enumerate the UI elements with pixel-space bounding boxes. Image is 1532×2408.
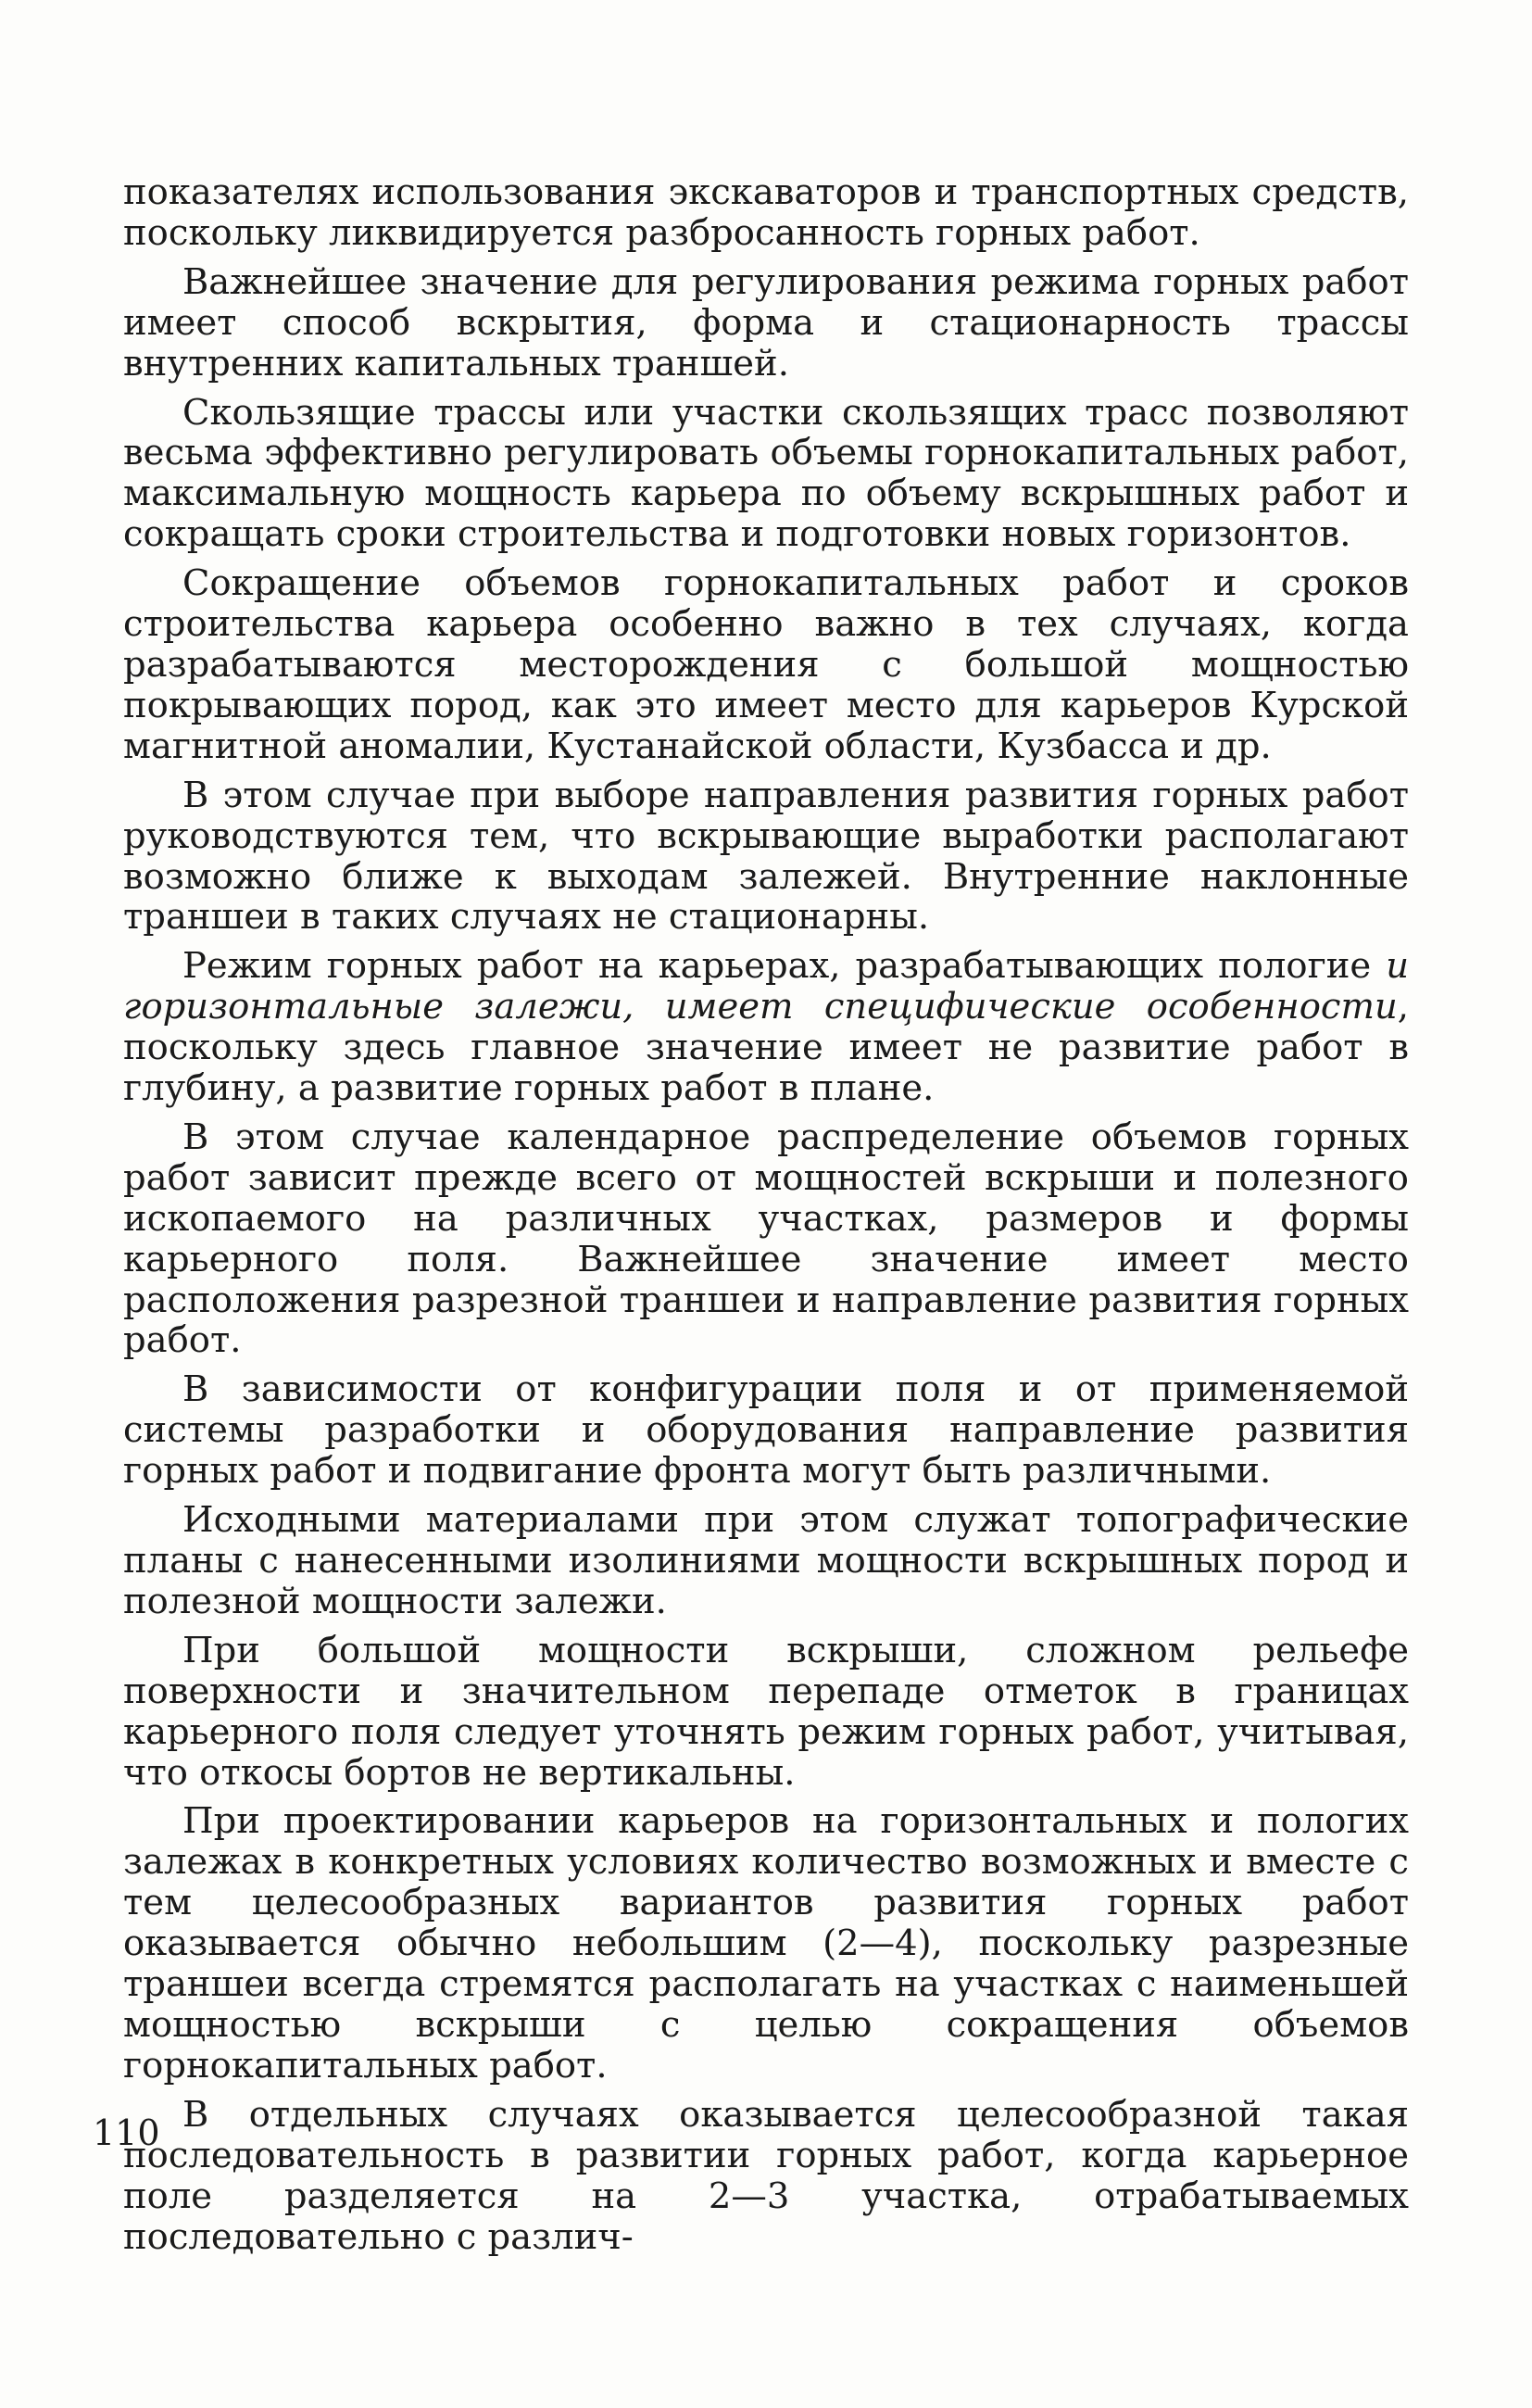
- paragraph-9: Исходными материалами при этом служат топографические планы с нанесенными изолиниями мощности вскрышных пород и полезной мощности залежи.: [123, 1499, 1409, 1622]
- paragraph-7: В этом случае календарное распределение объемов горных работ зависит прежде всего от мощностей вскрыши и полезного ископаемого на различных участках, размеров и формы карьерного поля. Важнейшее значение имеет место расположения разрезной траншеи и направление развития горных работ.: [123, 1116, 1409, 1362]
- paragraph-8: В зависимости от конфигурации поля и от применяемой системы разработки и оборудования направление развития горных работ и подвигание фронта могут быть различными.: [123, 1368, 1409, 1493]
- paragraph-4: Сокращение объемов горнокапитальных работ и сроков строительства карьера особенно важно в тех случаях, когда разрабатываются месторождения с большой мощностью покрывающих пород, как это имеет место для карьеров Курской магнитной аномалии, Кустанайской области, Кузбасса и др.: [123, 562, 1409, 767]
- paragraph-1: показателях использования экскаваторов и транспортных средств, поскольку ликвидируется разбросанность горных работ.: [123, 171, 1409, 254]
- paragraph-6-end: , поскольку здесь главное значение имеет не развитие работ в глубину, а развитие горных работ в плане.: [123, 986, 1409, 1110]
- paragraph-6-emphasis: и горизонтальные залежи, имеет специфические особенности: [123, 945, 1409, 1028]
- page-number: 110: [93, 2112, 160, 2153]
- paragraph-5: В этом случае при выборе направления развития горных работ руководствуются тем, что вскрывающие выработки располагают возможно ближе к выходам залежей. Внутренние наклонные траншеи в таких случаях не стационарны.: [123, 774, 1409, 939]
- paragraph-3: Скользящие трассы или участки скользящих трасс позволяют весьма эффективно регулировать объемы горнокапитальных работ, максимальную мощность карьера по объему вскрышных работ и сокращать сроки строительства и подготовки новых горизонтов.: [123, 391, 1409, 556]
- paragraph-2: Важнейшее значение для регулирования режима горных работ имеет способ вскрытия, форма и стационарность трассы внутренних капитальных траншей.: [123, 260, 1409, 385]
- paragraph-10: При большой мощности вскрыши, сложном рельефе поверхности и значительном перепаде отметок в границах карьерного поля следует уточнять режим горных работ, учитывая, что откосы бортов не вертикальны.: [123, 1629, 1409, 1794]
- paragraph-11: При проектировании карьеров на горизонтальных и пологих залежах в конкретных условиях количество возможных и вместе с тем целесообразных вариантов развития горных работ оказывается обычно небольшим (2—4), поскольку разрезные траншеи всегда стремятся располагать на участках с наименьшей мощностью вскрыши с целью сокращения объемов горнокапитальных работ.: [123, 1800, 1409, 2087]
- paragraph-6-start: Режим горных работ на карьерах, разрабатывающих пологие: [182, 945, 1387, 988]
- paragraph-12: В отдельных случаях оказывается целесообразной такая последовательность в развитии горных работ, когда карьерное поле разделяется на 2—3 участка, отрабатываемых последовательно с различ-: [123, 2093, 1409, 2258]
- body-text: [123, 172, 1409, 2265]
- paragraph-6: [123, 946, 1409, 1109]
